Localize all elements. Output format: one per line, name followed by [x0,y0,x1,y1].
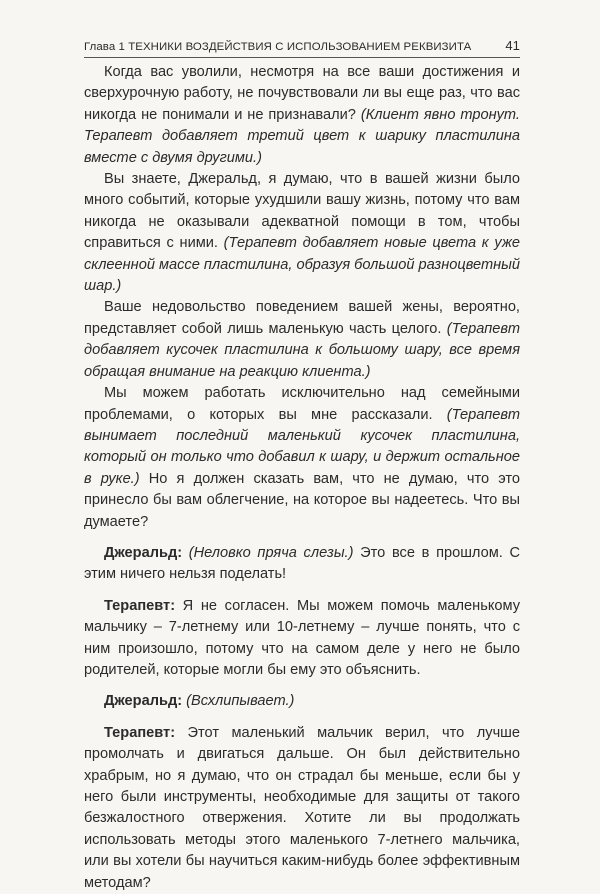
page-number: 41 [505,38,520,53]
dialogue-line: Джеральд: (Неловко пряча слезы.) Это все в прошлом. С этим ничего нельзя поделать! [84,544,521,583]
running-header [84,38,520,53]
speaker-name: Джеральд: [104,544,183,561]
paragraph: Мы можем работать исключительно над семейными проблемами, о которых вы мне рассказали. (Терапевт вынимает последний маленький кусочек пластилина, который он только что добавил к шару, и держит остальное в руке.) Но я должен сказать вам, что не думаю, что это принесло бы вам облегчение, на которое вы надеетесь. Что вы думаете? [84,385,520,530]
stage-direction: (Терапевт вынимает последний маленький кусочек пластилина, который он только что добавил к шару, и держит остальное в руке.) [84,406,520,487]
stage-direction: (Клиент явно тронут. Терапевт добавляет третий цвет к шарику пластилина вместе с двумя другими.) [84,106,520,166]
page-body [84,62,520,894]
paragraph: Вы знаете, Джеральд, я думаю, что в вашей жизни было много событий, которые ухудшили вашу жизнь, потому что вам никогда не оказывали адекватной помощи в том, чтобы справиться с ними. (Терапевт добавляет новые цвета к уже склеенной массе пластилина, образуя большой разноцветный шар.) [84,171,520,295]
stage-direction: (Терапевт добавляет кусочек пластилина к большому шару, все время обращая внимание на реакцию клиента.) [84,320,520,380]
chapter-title: Глава 1 ТЕХНИКИ ВОЗДЕЙСТВИЯ С ИСПОЛЬЗОВАНИЕМ РЕКВИЗИТА [84,41,472,53]
stage-direction: (Всхлипывает.) [182,693,295,710]
speaker-name: Джеральд: [104,693,183,710]
stage-direction: (Неловко пряча слезы.) [182,544,354,561]
stage-direction: (Терапевт добавляет новые цвета к уже склеенной массе пластилина, образуя большой разноцветный шар.) [84,235,520,295]
speaker-name: Терапевт: [104,597,176,614]
paragraph: Ваше недовольство поведением вашей жены, вероятно, представляет собой лишь маленькую часть целого. (Терапевт добавляет кусочек пластилина к большому шару, все время обращая внимание на реакцию клиента.) [84,299,520,380]
paragraph: Когда вас уволили, несмотря на все ваши достижения и сверхурочную работу, не почувствовали ли вы еще раз, что вас никогда не понимали и не признавали? (Клиент явно тронут. Терапевт добавляет третий цвет к шарику пластилина вместе с двумя другими.) [84,64,520,166]
speaker-name: Терапевт: [104,724,176,741]
header-rule [84,57,520,58]
dialogue-line: Терапевт: Этот маленький мальчик верил, что лучше промолчать и двигаться дальше. Он был действительно храбрым, но я думаю, что он страдал бы меньше, если бы у него были инструменты, необходимые для защиты от такого безжалостного отвержения. Хотите ли вы продолжать использовать методы этого маленького 7-летнего мальчика, или вы хотели бы научиться каким-нибудь более эффективным методам? [84,724,520,891]
dialogue-line [84,691,520,712]
dialogue-line: Терапевт: Я не согласен. Мы можем помочь маленькому мальчику – 7-летнему или 10-летнему – лучше понять, что с ним произошло, потому что на самом деле у него не было родителей, которые могли бы ему это объяснить. [84,597,520,678]
